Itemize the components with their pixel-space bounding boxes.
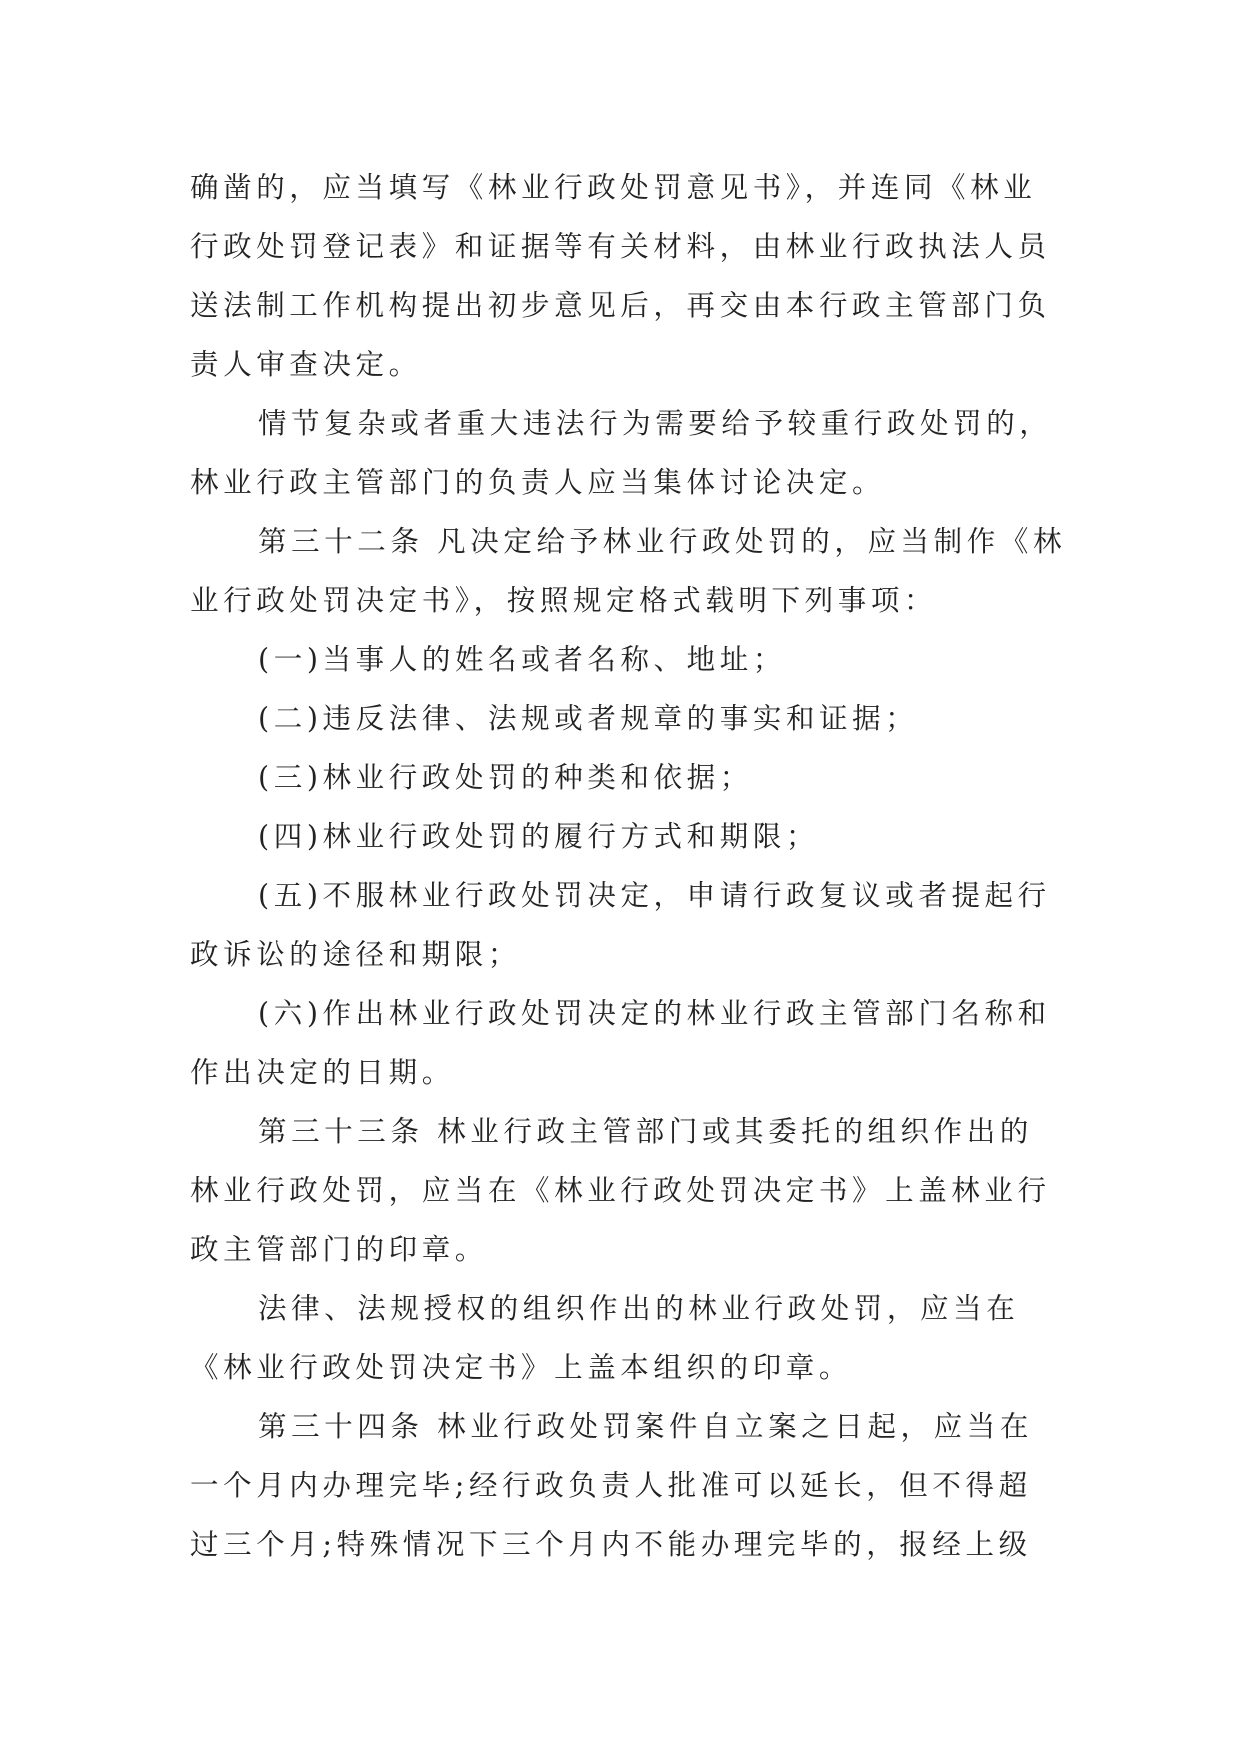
article-32-heading-line: 第三十二条 凡决定给予林业行政处罚的，应当制作《林 bbox=[258, 525, 1067, 558]
text-line: 责人审查决定。 bbox=[190, 348, 422, 381]
document-body bbox=[190, 158, 1067, 1574]
text-line: 政诉讼的途径和期限； bbox=[190, 938, 522, 971]
text-line: 《林业行政处罚决定书》上盖本组织的印章。 bbox=[190, 1351, 853, 1384]
text-line: 送法制工作机构提出初步意见后，再交由本行政主管部门负 bbox=[190, 289, 1051, 322]
list-item: (一)当事人的姓名或者名称、地址； bbox=[258, 643, 786, 676]
text-line: 政主管部门的印章。 bbox=[190, 1233, 488, 1266]
list-item: (六)作出林业行政处罚决定的林业行政主管部门名称和 bbox=[258, 997, 1051, 1030]
article-33-heading-line: 第三十三条 林业行政主管部门或其委托的组织作出的 bbox=[258, 1115, 1033, 1148]
text-line: 确凿的，应当填写《林业行政处罚意见书》，并连同《林业 bbox=[190, 171, 1037, 204]
text-line: 一个月内办理完毕;经行政负责人批准可以延长，但不得超 bbox=[190, 1469, 1032, 1502]
text-line: 林业行政处罚，应当在《林业行政处罚决定书》上盖林业行 bbox=[190, 1174, 1051, 1207]
list-item: (三)林业行政处罚的种类和依据； bbox=[258, 761, 753, 794]
text-line: 行政处罚登记表》和证据等有关材料，由林业行政执法人员 bbox=[190, 230, 1051, 263]
text-line: 过三个月;特殊情况下三个月内不能办理完毕的，报经上级 bbox=[190, 1528, 1032, 1561]
text-line: 法律、法规授权的组织作出的林业行政处罚，应当在 bbox=[258, 1292, 1020, 1325]
list-item: (二)违反法律、法规或者规章的事实和证据； bbox=[258, 702, 919, 735]
text-line: 林业行政主管部门的负责人应当集体讨论决定。 bbox=[190, 466, 886, 499]
text-line: 作出决定的日期。 bbox=[190, 1056, 455, 1089]
list-item: (四)林业行政处罚的履行方式和期限； bbox=[258, 820, 820, 853]
text-line: 情节复杂或者重大违法行为需要给予较重行政处罚的， bbox=[258, 407, 1053, 440]
article-34-heading-line: 第三十四条 林业行政处罚案件自立案之日起，应当在 bbox=[258, 1410, 1033, 1443]
text-line: 业行政处罚决定书》，按照规定格式载明下列事项： bbox=[190, 584, 938, 617]
list-item: (五)不服林业行政处罚决定，申请行政复议或者提起行 bbox=[258, 879, 1051, 912]
